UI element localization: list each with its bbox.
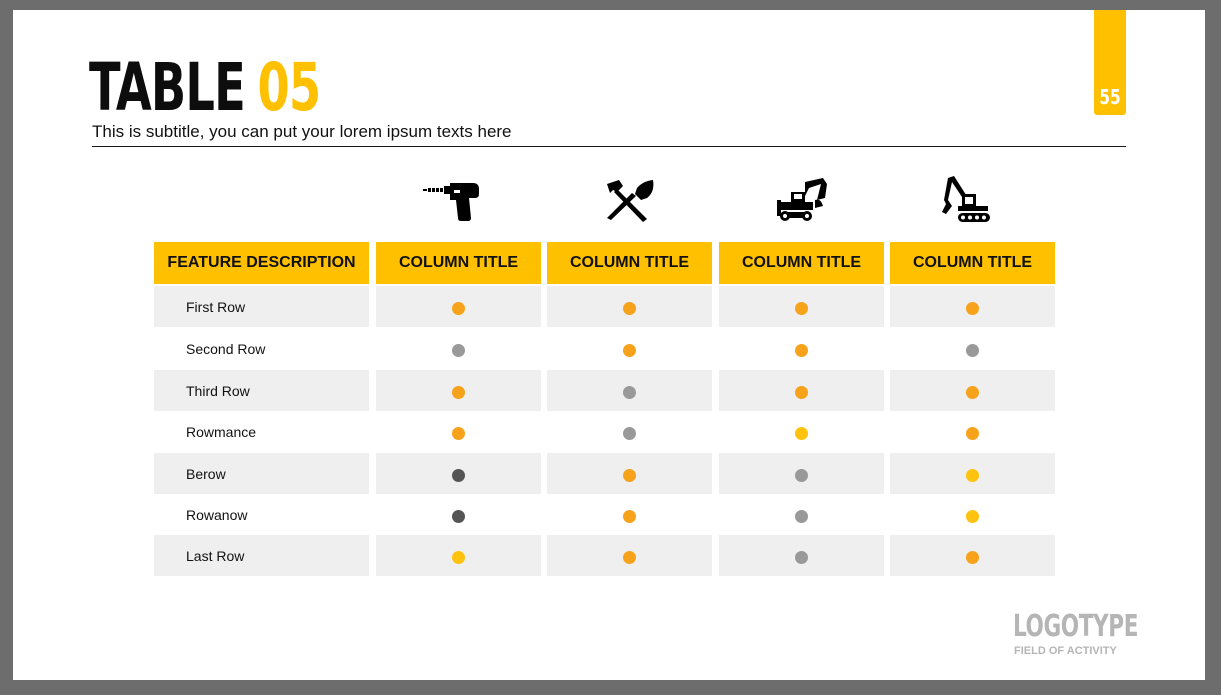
status-dot-orange xyxy=(452,427,465,440)
title-divider xyxy=(92,146,1126,147)
status-dot-yellow xyxy=(966,510,979,523)
status-dot-dark xyxy=(452,510,465,523)
status-dot-gray xyxy=(795,510,808,523)
column-title-2: COLUMN TITLE xyxy=(547,242,712,284)
status-dot-orange xyxy=(966,386,979,399)
column-title-3: COLUMN TITLE xyxy=(719,242,884,284)
status-dot-gray xyxy=(795,551,808,564)
status-dot-orange xyxy=(795,302,808,315)
status-dot-orange xyxy=(795,344,808,357)
title-number: 05 xyxy=(257,49,321,126)
logo-tagline: FIELD OF ACTIVITY xyxy=(1014,645,1117,657)
status-dot-yellow xyxy=(966,469,979,482)
slide xyxy=(13,10,1205,680)
feature-description-header: FEATURE DESCRIPTION xyxy=(154,242,369,284)
status-dot-yellow xyxy=(452,551,465,564)
hammer-trowel-icon xyxy=(603,178,655,222)
column-title-1: COLUMN TITLE xyxy=(376,242,541,284)
status-dot-gray xyxy=(623,427,636,440)
status-dot-orange xyxy=(966,551,979,564)
row-label: Berow xyxy=(186,465,226,482)
row-label: Rowmance xyxy=(186,423,257,440)
status-dot-orange xyxy=(623,551,636,564)
status-dot-gray xyxy=(623,386,636,399)
row-label: Third Row xyxy=(186,382,250,399)
status-dot-orange xyxy=(623,344,636,357)
status-dot-orange xyxy=(966,427,979,440)
status-dot-gray xyxy=(795,469,808,482)
row-label: Last Row xyxy=(186,547,245,564)
status-dot-orange xyxy=(966,302,979,315)
status-dot-orange xyxy=(623,469,636,482)
status-dot-orange xyxy=(452,386,465,399)
row-label: First Row xyxy=(186,298,246,315)
status-dot-orange xyxy=(452,302,465,315)
page-title xyxy=(89,48,320,128)
status-dot-dark xyxy=(452,469,465,482)
title-main: TABLE xyxy=(89,49,245,126)
status-dot-gray xyxy=(452,344,465,357)
page-number: 55 xyxy=(1099,85,1121,109)
status-dot-orange xyxy=(623,510,636,523)
logotype: LOGOTYPE xyxy=(1013,609,1139,644)
status-dot-gray xyxy=(966,344,979,357)
column-title-4: COLUMN TITLE xyxy=(890,242,1055,284)
page-subtitle: This is subtitle, you can put your lorem ipsum texts here xyxy=(92,122,512,141)
status-dot-yellow xyxy=(795,427,808,440)
drill-icon xyxy=(423,180,481,222)
bulldozer-icon xyxy=(777,178,829,222)
row-label: Second Row xyxy=(186,340,266,357)
excavator-icon xyxy=(940,174,992,224)
status-dot-orange xyxy=(623,302,636,315)
status-dot-orange xyxy=(795,386,808,399)
row-label: Rowanow xyxy=(186,506,248,523)
page-number-tab xyxy=(1094,10,1126,115)
